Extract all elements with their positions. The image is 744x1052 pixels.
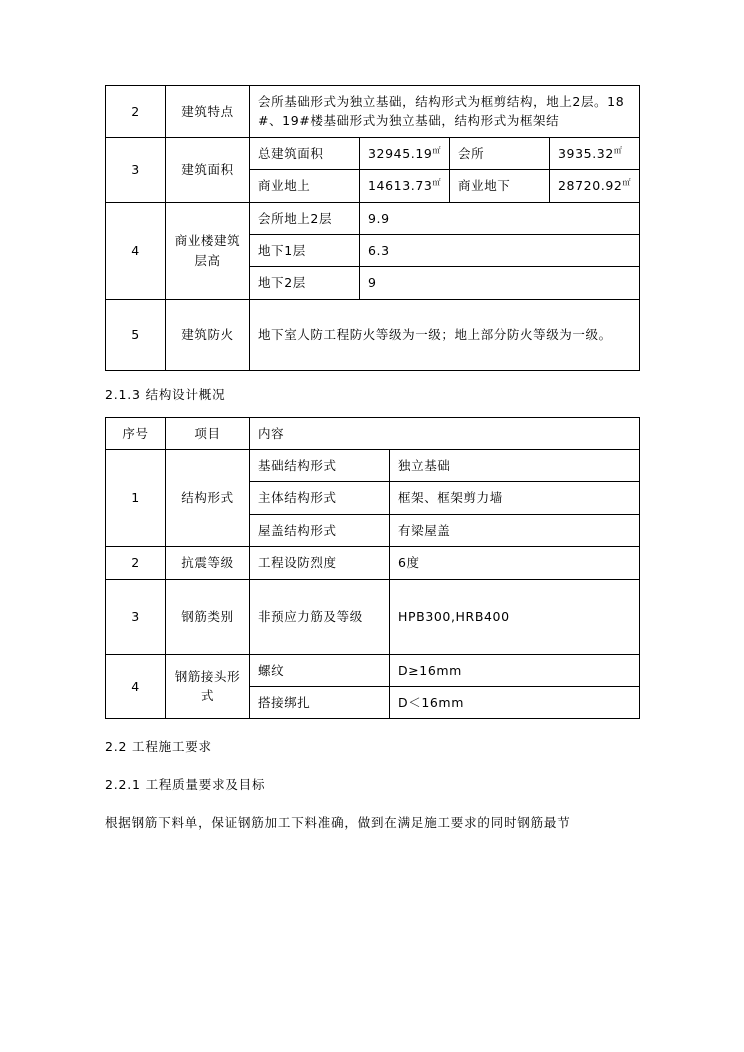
- row-item: 建筑特点: [166, 86, 250, 138]
- sub-value: 9.9: [360, 202, 640, 234]
- sub-label: 地下1层: [250, 234, 360, 266]
- table-row: [106, 450, 640, 482]
- sub-value: 6度: [390, 547, 640, 579]
- table-row: [106, 547, 640, 579]
- row-item: 建筑面积: [166, 137, 250, 202]
- header-item: 项目: [166, 417, 250, 449]
- sub-value: 9: [360, 267, 640, 299]
- table-row: [106, 654, 640, 686]
- row-no: 2: [106, 547, 166, 579]
- row-item: 结构形式: [166, 450, 250, 547]
- heading-2-1-3: 2.1.3 结构设计概况: [105, 386, 226, 402]
- sub-value: 6.3: [360, 234, 640, 266]
- table-row: [106, 299, 640, 370]
- sub-label: 地下2层: [250, 267, 360, 299]
- sub-value: 32945.19㎡: [360, 137, 450, 169]
- row-item: 建筑防火: [166, 299, 250, 370]
- sub-value: 有梁屋盖: [390, 514, 640, 546]
- row-content: 地下室人防工程防火等级为一级；地上部分防火等级为一级。: [250, 299, 640, 370]
- row-no: 1: [106, 450, 166, 547]
- sub-label: 主体结构形式: [250, 482, 390, 514]
- row-no: 4: [106, 654, 166, 719]
- row-no: 3: [106, 137, 166, 202]
- sub-value: D＜16mm: [390, 686, 640, 718]
- row-content: [250, 86, 640, 138]
- sub-value-2: 28720.92㎡: [550, 170, 640, 202]
- sub-value: 框架、框架剪力墙: [390, 482, 640, 514]
- building-overview-table: [105, 85, 640, 371]
- sub-label-2: 会所: [450, 137, 550, 169]
- row-item: 抗震等级: [166, 547, 250, 579]
- sub-label: 工程设防烈度: [250, 547, 390, 579]
- row-no: 4: [106, 202, 166, 299]
- sub-value: D≥16mm: [390, 654, 640, 686]
- row-item: 商业楼建筑层高: [166, 202, 250, 299]
- table-row: [106, 579, 640, 654]
- sub-label-2: 商业地下: [450, 170, 550, 202]
- sub-label: 基础结构形式: [250, 450, 390, 482]
- sub-label: 屋盖结构形式: [250, 514, 390, 546]
- sub-label: 商业地上: [250, 170, 360, 202]
- sub-value: 14613.73㎡: [360, 170, 450, 202]
- sub-label: 总建筑面积: [250, 137, 360, 169]
- row-no: 5: [106, 299, 166, 370]
- sub-label: 螺纹: [250, 654, 390, 686]
- row-item: 钢筋类别: [166, 579, 250, 654]
- row-no: 2: [106, 86, 166, 138]
- structure-overview-table: [105, 417, 640, 720]
- table-header-row: [106, 417, 640, 449]
- table-row: [106, 202, 640, 234]
- sub-label: 搭接绑扎: [250, 686, 390, 718]
- header-no: 序号: [106, 417, 166, 449]
- row-item: 钢筋接头形式: [166, 654, 250, 719]
- sub-value-2: 3935.32㎡: [550, 137, 640, 169]
- table-row: [106, 137, 640, 169]
- table-row: [106, 86, 640, 138]
- header-content: 内容: [250, 417, 640, 449]
- sub-value: 独立基础: [390, 450, 640, 482]
- sub-label: 非预应力筋及等级: [250, 579, 390, 654]
- sub-label: 会所地上2层: [250, 202, 360, 234]
- heading-2-2: 2.2 工程施工要求: [105, 739, 212, 755]
- heading-2-2-1: 2.2.1 工程质量要求及目标: [105, 777, 266, 793]
- sub-value: HPB300,HRB400: [390, 579, 640, 654]
- row-no: 3: [106, 579, 166, 654]
- row-content-text: 会所基础形式为独立基础，结构形式为框剪结构，地上2层。18#、19#楼基础形式为独立基础，结构形式为框架结: [258, 94, 625, 129]
- body-paragraph: 根据钢筋下料单，保证钢筋加工下料准确，做到在满足施工要求的同时钢筋最节: [105, 815, 571, 831]
